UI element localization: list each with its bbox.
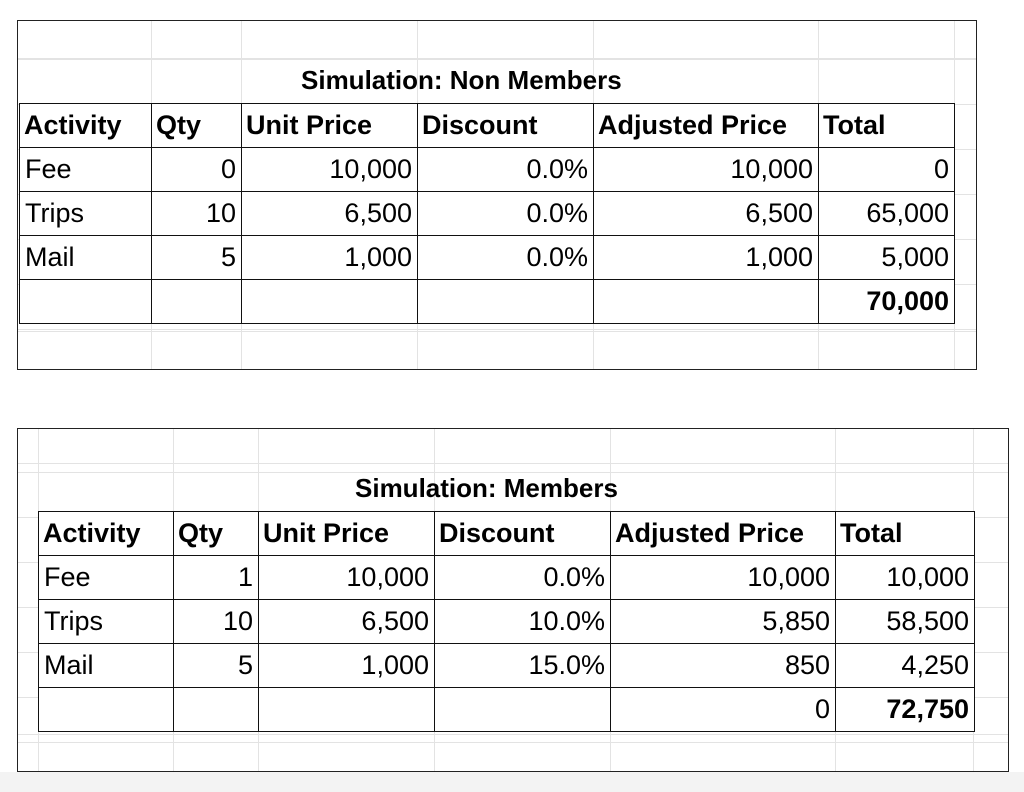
cell-adjusted-price[interactable]: 850 <box>611 644 836 688</box>
cell-qty[interactable]: 5 <box>152 236 242 280</box>
cell-empty[interactable] <box>152 280 242 324</box>
cell-discount[interactable]: 0.0% <box>418 192 594 236</box>
cell-empty[interactable] <box>435 688 611 732</box>
grid-line <box>18 463 1008 464</box>
grid-line <box>18 734 1008 735</box>
cell-discount[interactable]: 10.0% <box>435 600 611 644</box>
cell-adjusted-price[interactable]: 10,000 <box>611 556 836 600</box>
cell-activity[interactable]: Trips <box>39 600 174 644</box>
cell-adjusted-price[interactable]: 5,850 <box>611 600 836 644</box>
grid-line <box>18 58 976 59</box>
header-activity: Activity <box>20 104 152 148</box>
cell-total[interactable]: 4,250 <box>836 644 975 688</box>
cell-grand-total[interactable]: 72,750 <box>836 688 975 732</box>
cell-total[interactable]: 58,500 <box>836 600 975 644</box>
grid-line <box>18 331 976 332</box>
cell-qty[interactable]: 10 <box>174 600 259 644</box>
cell-unit-price[interactable]: 6,500 <box>259 600 435 644</box>
cell-qty[interactable]: 5 <box>174 644 259 688</box>
page-background-strip <box>0 772 1024 792</box>
table-row <box>39 644 975 688</box>
cell-unit-price[interactable]: 6,500 <box>242 192 418 236</box>
cell-empty[interactable] <box>594 280 819 324</box>
cell-qty[interactable]: 10 <box>152 192 242 236</box>
cell-activity[interactable]: Trips <box>20 192 152 236</box>
cell-qty[interactable]: 1 <box>174 556 259 600</box>
cell-grand-total[interactable]: 70,000 <box>819 280 955 324</box>
table-row <box>39 556 975 600</box>
header-activity: Activity <box>39 512 174 556</box>
header-row <box>39 512 975 556</box>
cell-empty[interactable] <box>418 280 594 324</box>
cell-activity[interactable]: Mail <box>39 644 174 688</box>
cell-empty[interactable] <box>174 688 259 732</box>
cell-adjusted-price[interactable]: 0 <box>611 688 836 732</box>
spreadsheet-snippet-non-members <box>17 20 977 370</box>
header-discount: Discount <box>435 512 611 556</box>
cell-total[interactable]: 65,000 <box>819 192 955 236</box>
header-qty: Qty <box>174 512 259 556</box>
cell-unit-price[interactable]: 10,000 <box>242 148 418 192</box>
cell-activity[interactable]: Fee <box>39 556 174 600</box>
cell-qty[interactable]: 0 <box>152 148 242 192</box>
header-total: Total <box>819 104 955 148</box>
cell-unit-price[interactable]: 10,000 <box>259 556 435 600</box>
table-row <box>20 148 955 192</box>
table-row <box>39 600 975 644</box>
total-row <box>20 280 955 324</box>
table-title: Simulation: Non Members <box>301 65 622 95</box>
cell-discount[interactable]: 0.0% <box>418 236 594 280</box>
cell-adjusted-price[interactable]: 10,000 <box>594 148 819 192</box>
table-title: Simulation: Members <box>355 473 618 503</box>
header-row <box>20 104 955 148</box>
cell-total[interactable]: 5,000 <box>819 236 955 280</box>
table-row <box>20 192 955 236</box>
total-row <box>39 688 975 732</box>
header-discount: Discount <box>418 104 594 148</box>
header-qty: Qty <box>152 104 242 148</box>
simulation-table-non-members <box>19 103 955 324</box>
header-total: Total <box>836 512 975 556</box>
header-unit-price: Unit Price <box>259 512 435 556</box>
cell-empty[interactable] <box>20 280 152 324</box>
cell-discount[interactable]: 0.0% <box>435 556 611 600</box>
cell-activity[interactable]: Mail <box>20 236 152 280</box>
cell-unit-price[interactable]: 1,000 <box>242 236 418 280</box>
cell-total[interactable]: 0 <box>819 148 955 192</box>
cell-empty[interactable] <box>259 688 435 732</box>
cell-total[interactable]: 10,000 <box>836 556 975 600</box>
cell-adjusted-price[interactable]: 6,500 <box>594 192 819 236</box>
cell-unit-price[interactable]: 1,000 <box>259 644 435 688</box>
cell-activity[interactable]: Fee <box>20 148 152 192</box>
cell-adjusted-price[interactable]: 1,000 <box>594 236 819 280</box>
table-row <box>20 236 955 280</box>
header-adjusted-price: Adjusted Price <box>594 104 819 148</box>
simulation-table-members <box>38 511 975 732</box>
cell-empty[interactable] <box>242 280 418 324</box>
cell-empty[interactable] <box>39 688 174 732</box>
cell-discount[interactable]: 15.0% <box>435 644 611 688</box>
cell-discount[interactable]: 0.0% <box>418 148 594 192</box>
header-adjusted-price: Adjusted Price <box>611 512 836 556</box>
header-unit-price: Unit Price <box>242 104 418 148</box>
spreadsheet-snippet-members <box>17 428 1009 772</box>
